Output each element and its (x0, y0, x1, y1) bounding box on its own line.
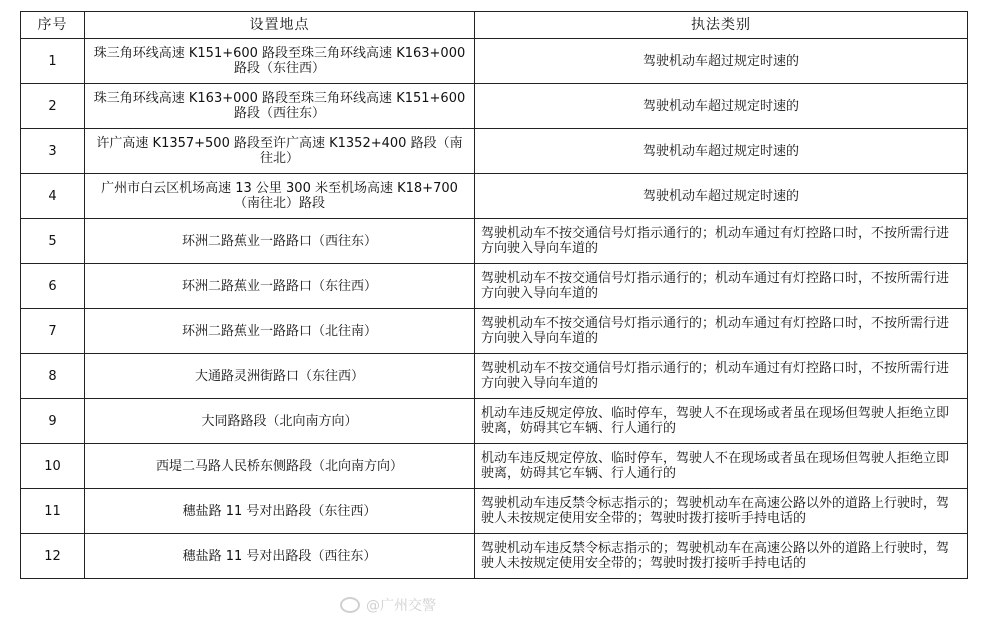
row-number: 12 (21, 534, 85, 579)
row-location: 广州市白云区机场高速 13 公里 300 米至机场高速 K18+700（南往北）路段 (85, 174, 475, 219)
row-location: 大同路路段（北向南方向） (85, 399, 475, 444)
table-row (21, 129, 968, 174)
row-violation: 驾驶机动车违反禁令标志指示的；驾驶机动车在高速公路以外的道路上行驶时，驾驶人未按规定使用安全带的；驾驶时拨打接听手持电话的 (475, 534, 968, 579)
table-row (21, 309, 968, 354)
table-row (21, 39, 968, 84)
row-number: 7 (21, 309, 85, 354)
table-row (21, 174, 968, 219)
row-violation: 机动车违反规定停放、临时停车，驾驶人不在现场或者虽在现场但驾驶人拒绝立即驶离，妨碍其它车辆、行人通行的 (475, 444, 968, 489)
row-location: 环洲二路蕉业一路路口（北往南） (85, 309, 475, 354)
row-violation: 驾驶机动车不按交通信号灯指示通行的；机动车通过有灯控路口时，不按所需行进方向驶入导向车道的 (475, 264, 968, 309)
row-location: 环洲二路蕉业一路路口（东往西） (85, 264, 475, 309)
table-row (21, 489, 968, 534)
row-violation: 驾驶机动车不按交通信号灯指示通行的；机动车通过有灯控路口时，不按所需行进方向驶入导向车道的 (475, 354, 968, 399)
row-violation: 驾驶机动车超过规定时速的 (475, 174, 968, 219)
row-number: 9 (21, 399, 85, 444)
table-row (21, 444, 968, 489)
row-violation: 驾驶机动车超过规定时速的 (475, 84, 968, 129)
row-location: 珠三角环线高速 K151+600 路段至珠三角环线高速 K163+000 路段（东往西） (85, 39, 475, 84)
row-number: 11 (21, 489, 85, 534)
weibo-logo-icon (340, 597, 360, 613)
row-location: 珠三角环线高速 K163+000 路段至珠三角环线高速 K151+600 路段（西往东） (85, 84, 475, 129)
table-row (21, 399, 968, 444)
row-violation: 机动车违反规定停放、临时停车，驾驶人不在现场或者虽在现场但驾驶人拒绝立即驶离，妨碍其它车辆、行人通行的 (475, 399, 968, 444)
row-violation: 驾驶机动车超过规定时速的 (475, 39, 968, 84)
table-row (21, 354, 968, 399)
weibo-watermark (340, 594, 436, 616)
row-violation: 驾驶机动车不按交通信号灯指示通行的；机动车通过有灯控路口时，不按所需行进方向驶入导向车道的 (475, 309, 968, 354)
row-location: 大通路灵洲街路口（东往西） (85, 354, 475, 399)
row-number: 5 (21, 219, 85, 264)
row-location: 穗盐路 11 号对出路段（东往西） (85, 489, 475, 534)
table-row (21, 264, 968, 309)
table-row (21, 219, 968, 264)
row-violation: 驾驶机动车违反禁令标志指示的；驾驶机动车在高速公路以外的道路上行驶时，驾驶人未按规定使用安全带的；驾驶时拨打接听手持电话的 (475, 489, 968, 534)
row-number: 1 (21, 39, 85, 84)
row-location: 环洲二路蕉业一路路口（西往东） (85, 219, 475, 264)
enforcement-location-table (20, 11, 968, 579)
row-number: 6 (21, 264, 85, 309)
row-number: 4 (21, 174, 85, 219)
header-location: 设置地点 (85, 12, 475, 39)
row-location: 穗盐路 11 号对出路段（西往东） (85, 534, 475, 579)
table-row (21, 84, 968, 129)
row-location: 西堤二马路人民桥东侧路段（北向南方向） (85, 444, 475, 489)
header-violation-type: 执法类别 (475, 12, 968, 39)
watermark-text: @广州交警 (366, 598, 436, 614)
row-number: 10 (21, 444, 85, 489)
row-violation: 驾驶机动车超过规定时速的 (475, 129, 968, 174)
header-serial-number: 序号 (21, 12, 85, 39)
row-number: 8 (21, 354, 85, 399)
table-row (21, 534, 968, 579)
table-header-row (21, 12, 968, 39)
row-violation: 驾驶机动车不按交通信号灯指示通行的；机动车通过有灯控路口时，不按所需行进方向驶入导向车道的 (475, 219, 968, 264)
row-number: 3 (21, 129, 85, 174)
row-location: 许广高速 K1357+500 路段至许广高速 K1352+400 路段（南往北） (85, 129, 475, 174)
row-number: 2 (21, 84, 85, 129)
